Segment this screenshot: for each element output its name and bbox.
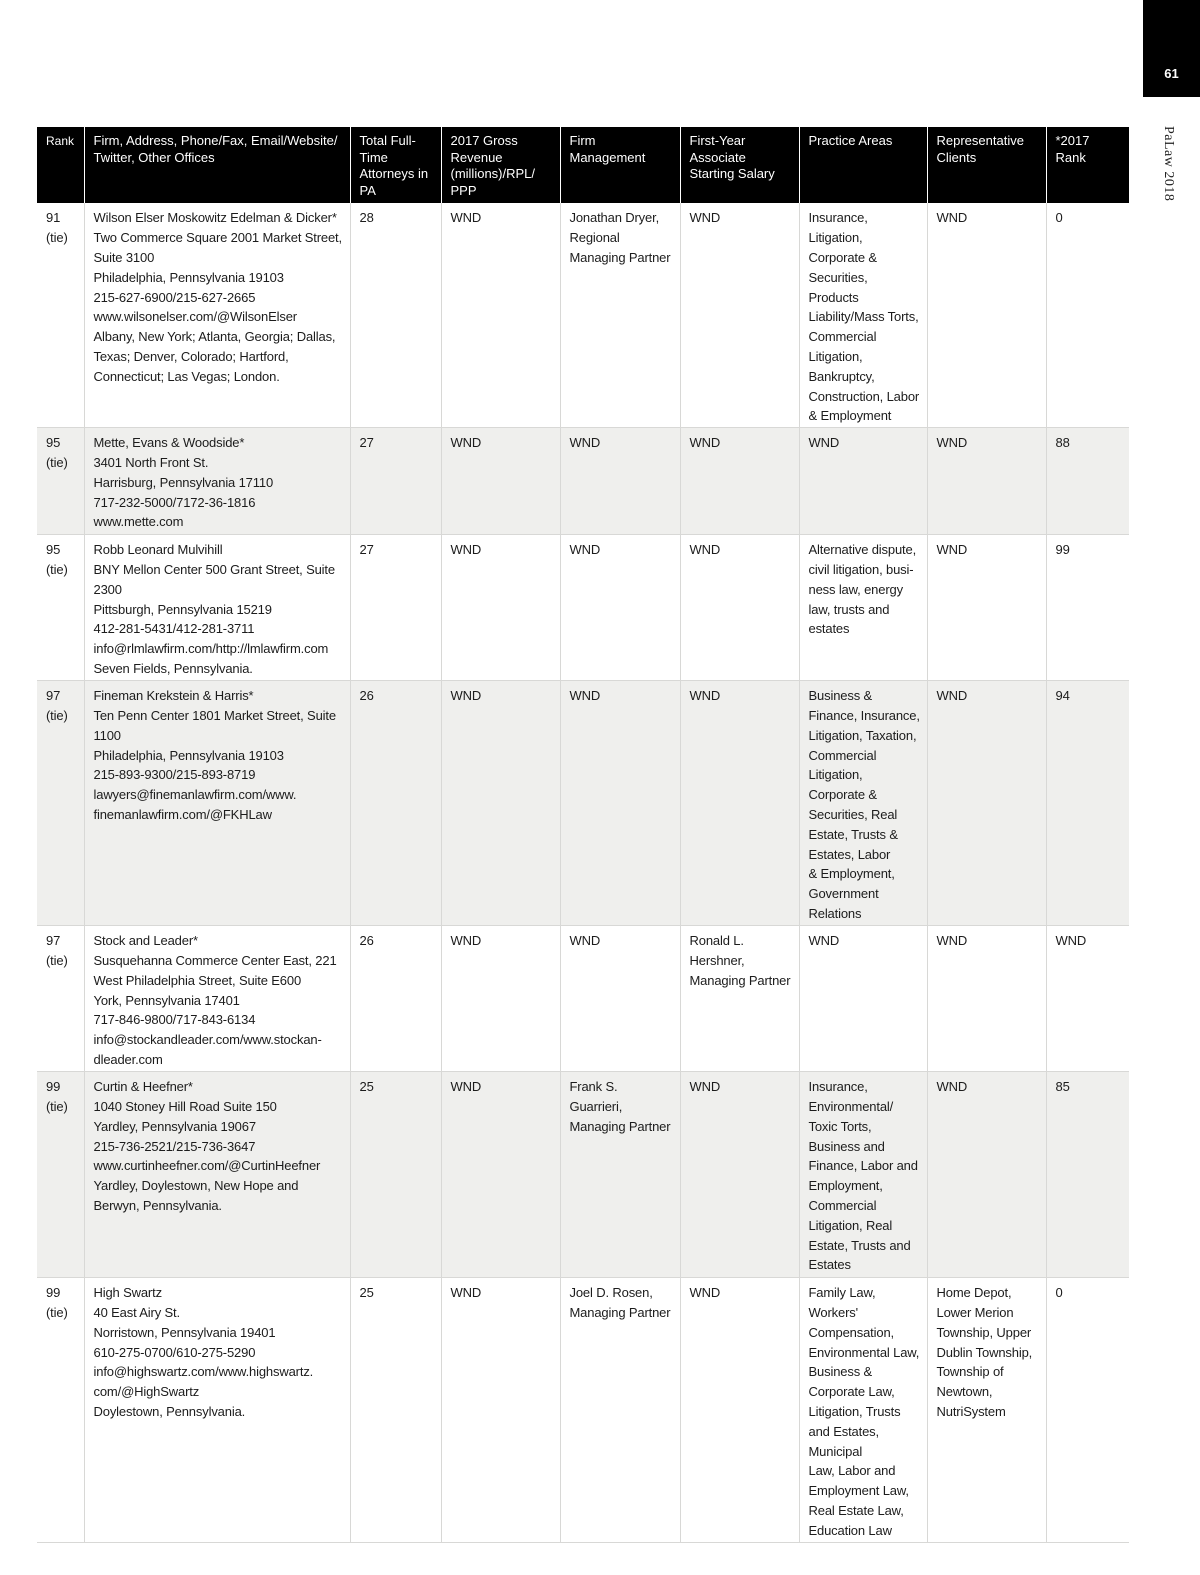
rank-2017-cell: 88 bbox=[1046, 428, 1129, 535]
revenue-cell: WND bbox=[441, 926, 560, 1072]
rank-cell: 97 (tie) bbox=[37, 681, 84, 926]
rank-cell: 95 (tie) bbox=[37, 428, 84, 535]
revenue-cell: WND bbox=[441, 203, 560, 427]
rank-cell: 97 (tie) bbox=[37, 926, 84, 1072]
clients-cell: WND bbox=[927, 428, 1046, 535]
rank-2017-cell: 99 bbox=[1046, 535, 1129, 681]
rank-2017-cell: 85 bbox=[1046, 1072, 1129, 1278]
column-header-revenue: 2017 Gross Revenue (millions)/RPL/ PPP bbox=[441, 127, 560, 203]
management-cell: Frank S. Guarrieri, Managing Partner bbox=[560, 1072, 680, 1278]
salary-cell: WND bbox=[680, 535, 799, 681]
clients-cell: WND bbox=[927, 681, 1046, 926]
salary-cell: Ronald L. Hershner, Managing Partner bbox=[680, 926, 799, 1072]
salary-cell: WND bbox=[680, 203, 799, 427]
salary-cell: WND bbox=[680, 428, 799, 535]
clients-cell: WND bbox=[927, 535, 1046, 681]
revenue-cell: WND bbox=[441, 1072, 560, 1278]
law-firm-ranking-table bbox=[37, 127, 1129, 1543]
practice-areas-cell: WND bbox=[799, 428, 927, 535]
firm-cell: Fineman Krekstein & Harris* Ten Penn Center 1801 Market Street, Suite 1100 Philadelphia, Pennsylvania 19103 215-893-9300/215-893-8719 lawyers@finemanlawfirm.com/www. finemanlawfirm.com/@FKHLaw bbox=[84, 681, 350, 926]
management-cell: Joel D. Rosen, Managing Partner bbox=[560, 1278, 680, 1543]
clients-cell: WND bbox=[927, 203, 1046, 427]
firm-cell: Robb Leonard Mulvihill BNY Mellon Center 500 Grant Street, Suite 2300 Pittsburgh, Pennsylvania 15219 412-281-5431/412-281-3711 info@rlmlawfirm.com/http://lmlawfirm.com Seven Fields, Pennsylvania. bbox=[84, 535, 350, 681]
salary-cell: WND bbox=[680, 1278, 799, 1543]
management-cell: Jonathan Dryer, Regional Managing Partner bbox=[560, 203, 680, 427]
practice-areas-cell: Insurance, Environmental/ Toxic Torts, Business and Finance, Labor and Employment, Commercial Litigation, Real Estate, Trusts and Estates bbox=[799, 1072, 927, 1278]
rank-2017-cell: 0 bbox=[1046, 203, 1129, 427]
table-row bbox=[37, 1278, 1129, 1543]
table-row bbox=[37, 681, 1129, 926]
column-header-2017-rank: *2017 Rank bbox=[1046, 127, 1129, 203]
page-number-tab bbox=[1143, 0, 1200, 97]
rank-cell: 99 (tie) bbox=[37, 1278, 84, 1543]
salary-cell: WND bbox=[680, 1072, 799, 1278]
attorneys-cell: 27 bbox=[350, 535, 441, 681]
running-head: PaLaw 2018 bbox=[1161, 126, 1176, 202]
table-row bbox=[37, 203, 1129, 427]
management-cell: WND bbox=[560, 535, 680, 681]
table-row bbox=[37, 535, 1129, 681]
practice-areas-cell: Family Law, Workers' Compensation, Environmental Law, Business & Corporate Law, Litigation, Trusts and Estates, Municipal Law, Labor and Employment Law, Real Estate Law, Education Law bbox=[799, 1278, 927, 1543]
firm-cell: Curtin & Heefner* 1040 Stoney Hill Road Suite 150 Yardley, Pennsylvania 19067 215-736-2521/215-736-3647 www.curtinheefner.com/@CurtinHeefner Yardley, Doylestown, New Hope and Berwyn, Pennsylvania. bbox=[84, 1072, 350, 1278]
firm-cell: Stock and Leader* Susquehanna Commerce Center East, 221 West Philadelphia Street, Suite E600 York, Pennsylvania 17401 717-846-9800/717-843-6134 info@stockandleader.com/www.stockan-dleader.com bbox=[84, 926, 350, 1072]
revenue-cell: WND bbox=[441, 681, 560, 926]
practice-areas-cell: WND bbox=[799, 926, 927, 1072]
attorneys-cell: 26 bbox=[350, 681, 441, 926]
clients-cell: WND bbox=[927, 1072, 1046, 1278]
attorneys-cell: 25 bbox=[350, 1072, 441, 1278]
practice-areas-cell: Insurance, Litigation, Corporate & Securities, Products Liability/Mass Torts, Commercial Litigation, Bankruptcy, Construction, Labor & Employment bbox=[799, 203, 927, 427]
attorneys-cell: 26 bbox=[350, 926, 441, 1072]
clients-cell: Home Depot, Lower Merion Township, Upper Dublin Township, Township of Newtown, NutriSystem bbox=[927, 1278, 1046, 1543]
rank-2017-cell: WND bbox=[1046, 926, 1129, 1072]
table-row bbox=[37, 428, 1129, 535]
practice-areas-cell: Business & Finance, Insurance, Litigation, Taxation, Commercial Litigation, Corporate & Securities, Real Estate, Trusts & Estates, Labor & Employment, Government Relations bbox=[799, 681, 927, 926]
table-row bbox=[37, 926, 1129, 1072]
practice-areas-cell: Alternative dispute, civil litigation, busi-ness law, energy law, trusts and estates bbox=[799, 535, 927, 681]
column-header-salary: First-Year Associate Starting Salary bbox=[680, 127, 799, 203]
column-header-practice-areas: Practice Areas bbox=[799, 127, 927, 203]
column-header-attorneys: Total Full-Time Attorneys in PA bbox=[350, 127, 441, 203]
column-header-firm: Firm, Address, Phone/Fax, Email/Website/ Twitter, Other Offices bbox=[84, 127, 350, 203]
firm-cell: Mette, Evans & Woodside* 3401 North Front St. Harrisburg, Pennsylvania 17110 717-232-5000/7172-36-1816 www.mette.com bbox=[84, 428, 350, 535]
attorneys-cell: 25 bbox=[350, 1278, 441, 1543]
column-header-clients: Representative Clients bbox=[927, 127, 1046, 203]
table-header-row bbox=[37, 127, 1129, 203]
attorneys-cell: 27 bbox=[350, 428, 441, 535]
rank-cell: 95 (tie) bbox=[37, 535, 84, 681]
firm-cell: Wilson Elser Moskowitz Edelman & Dicker* Two Commerce Square 2001 Market Street, Suite 3100 Philadelphia, Pennsylvania 19103 215-627-6900/215-627-2665 www.wilsonelser.com/@WilsonElser Albany, New York; Atlanta, Georgia; Dallas, Texas; Denver, Colorado; Hartford, Connecticut; Las Vegas; London. bbox=[84, 203, 350, 427]
revenue-cell: WND bbox=[441, 428, 560, 535]
management-cell: WND bbox=[560, 926, 680, 1072]
table-row bbox=[37, 1072, 1129, 1278]
column-header-management: Firm Management bbox=[560, 127, 680, 203]
attorneys-cell: 28 bbox=[350, 203, 441, 427]
management-cell: WND bbox=[560, 428, 680, 535]
rank-2017-cell: 0 bbox=[1046, 1278, 1129, 1543]
revenue-cell: WND bbox=[441, 535, 560, 681]
management-cell: WND bbox=[560, 681, 680, 926]
rank-cell: 99 (tie) bbox=[37, 1072, 84, 1278]
revenue-cell: WND bbox=[441, 1278, 560, 1543]
rank-2017-cell: 94 bbox=[1046, 681, 1129, 926]
clients-cell: WND bbox=[927, 926, 1046, 1072]
rank-cell: 91 (tie) bbox=[37, 203, 84, 427]
firm-cell: High Swartz 40 East Airy St. Norristown, Pennsylvania 19401 610-275-0700/610-275-5290 info@highswartz.com/www.highswartz. com/@HighSwartz Doylestown, Pennsylvania. bbox=[84, 1278, 350, 1543]
column-header-rank: Rank bbox=[37, 127, 84, 203]
salary-cell: WND bbox=[680, 681, 799, 926]
page-number: 61 bbox=[1164, 66, 1179, 81]
